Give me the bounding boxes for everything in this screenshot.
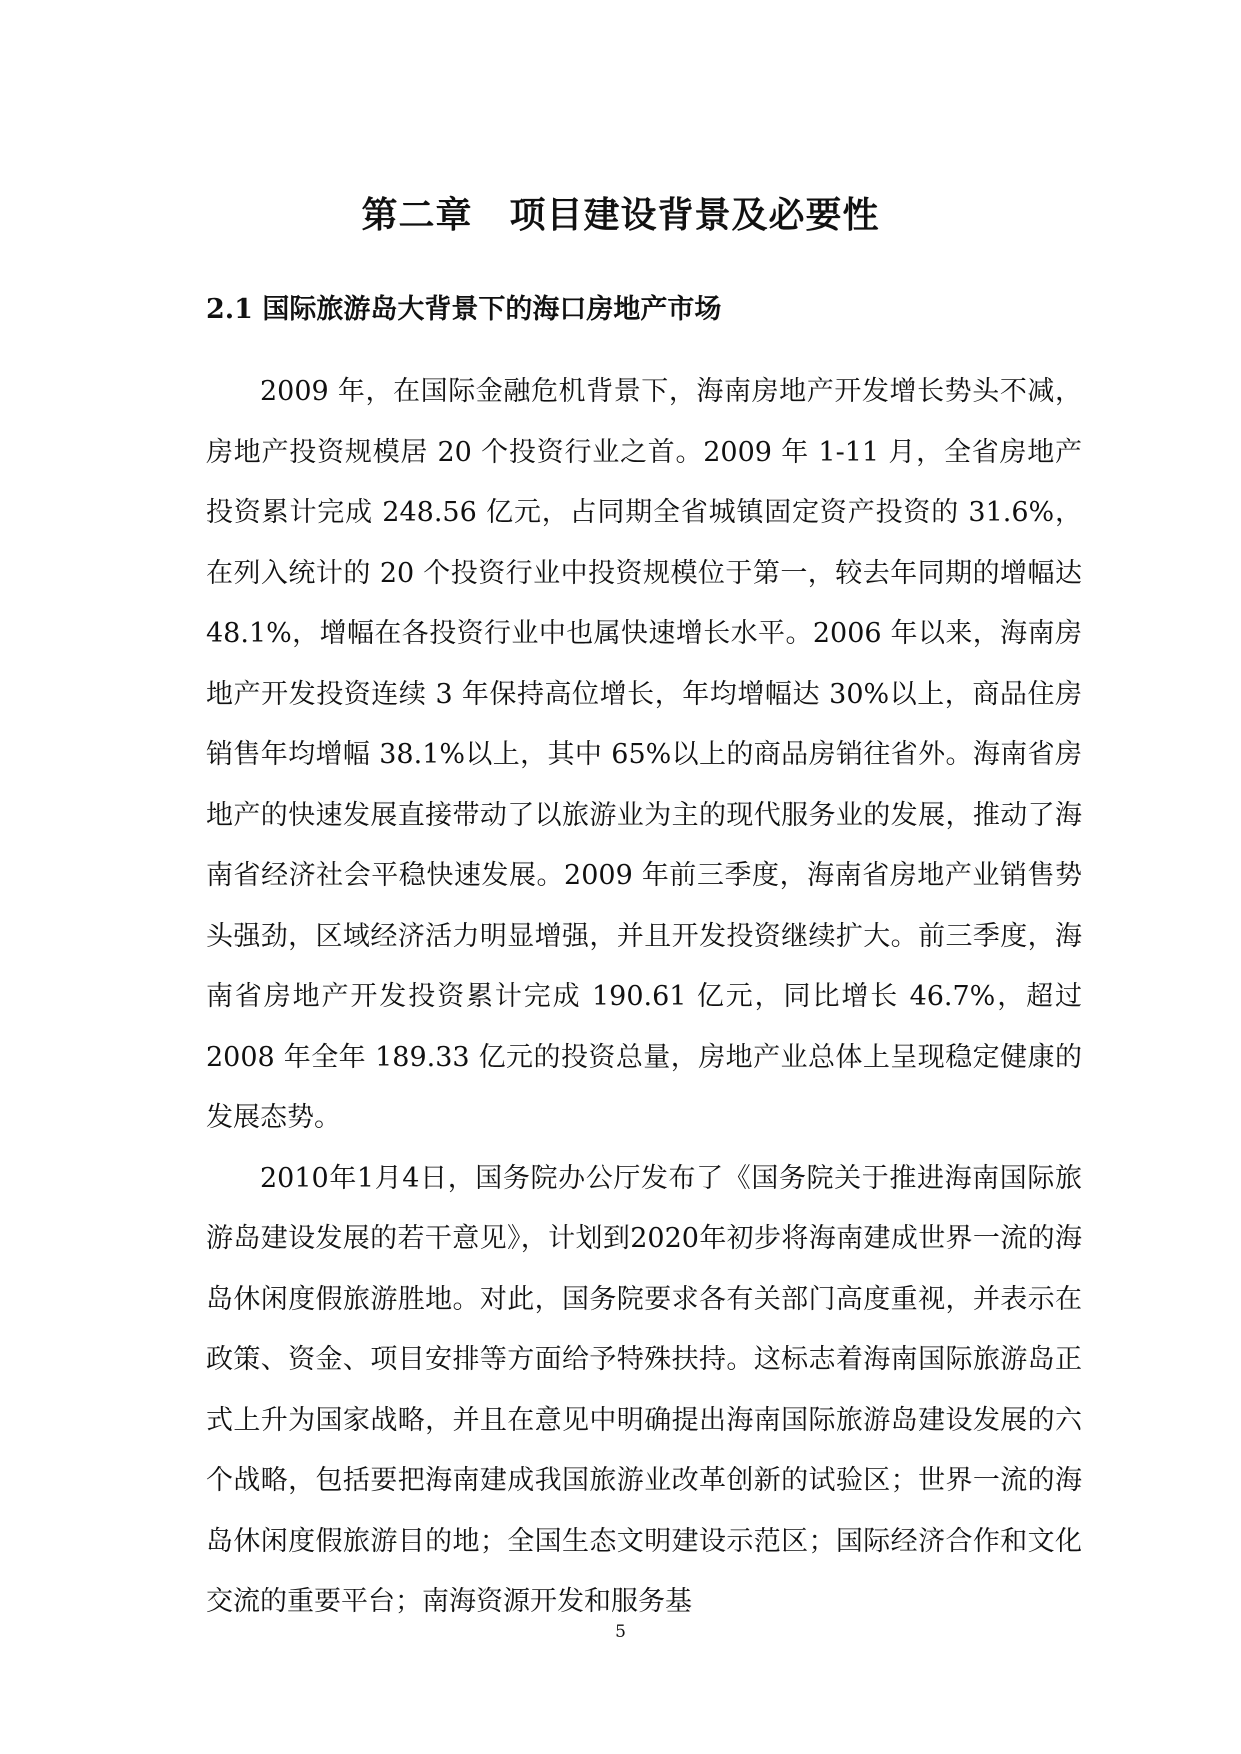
- paragraph-2: 2010年1月4日，国务院办公厅发布了《国务院关于推进海南国际旅游岛建设发展的若干意见》，计划到2020年初步将海南建成世界一流的海岛休闲度假旅游胜地。对此，国务院要求各有关部门高度重视，并表示在政策、资金、项目安排等方面给予特殊扶持。这标志着海南国际旅游岛正式上升为国家战略，并且在意见中明确提出海南国际旅游岛建设发展的六个战略，包括要把海南建成我国旅游业改革创新的试验区；世界一流的海岛休闲度假旅游目的地；全国生态文明建设示范区；国际经济合作和文化交流的重要平台；南海资源开发和服务基: [206, 1162, 1082, 1617]
- body-text: [206, 362, 1082, 1633]
- paragraph-1: 2009 年，在国际金融危机背景下，海南房地产开发增长势头不减，房地产投资规模居 20 个投资行业之首。2009 年 1-11 月，全省房地产投资累计完成 248.56 亿元，占同期全省城镇固定资产投资的 31.6%，在列入统计的 20 个投资行业中投资规模位于第一，较去年同期的增幅达 48.1%，增幅在各投资行业中也属快速增长水平。2006 年以来，海南房地产开发投资连续 3 年保持高位增长，年均增幅达 30%以上，商品住房销售年均增幅 38.1%以上，其中 65%以上的商品房销往省外。海南省房地产的快速发展直接带动了以旅游业为主的现代服务业的发展，推动了海南省经济社会平稳快速发展。2009 年前三季度，海南省房地产业销售势头强劲，区域经济活力明显增强，并且开发投资继续扩大。前三季度，海南省房地产开发投资累计完成 190.61 亿元，同比增长 46.7%，超过 2008 年全年 189.33 亿元的投资总量，房地产业总体上呈现稳定健康的发展态势。: [206, 376, 1082, 1133]
- section-heading: 2.1 国际旅游岛大背景下的海口房地产市场: [206, 294, 722, 325]
- page-number: 5: [615, 1622, 626, 1642]
- chapter-title: 第二章 项目建设背景及必要性: [361, 194, 880, 236]
